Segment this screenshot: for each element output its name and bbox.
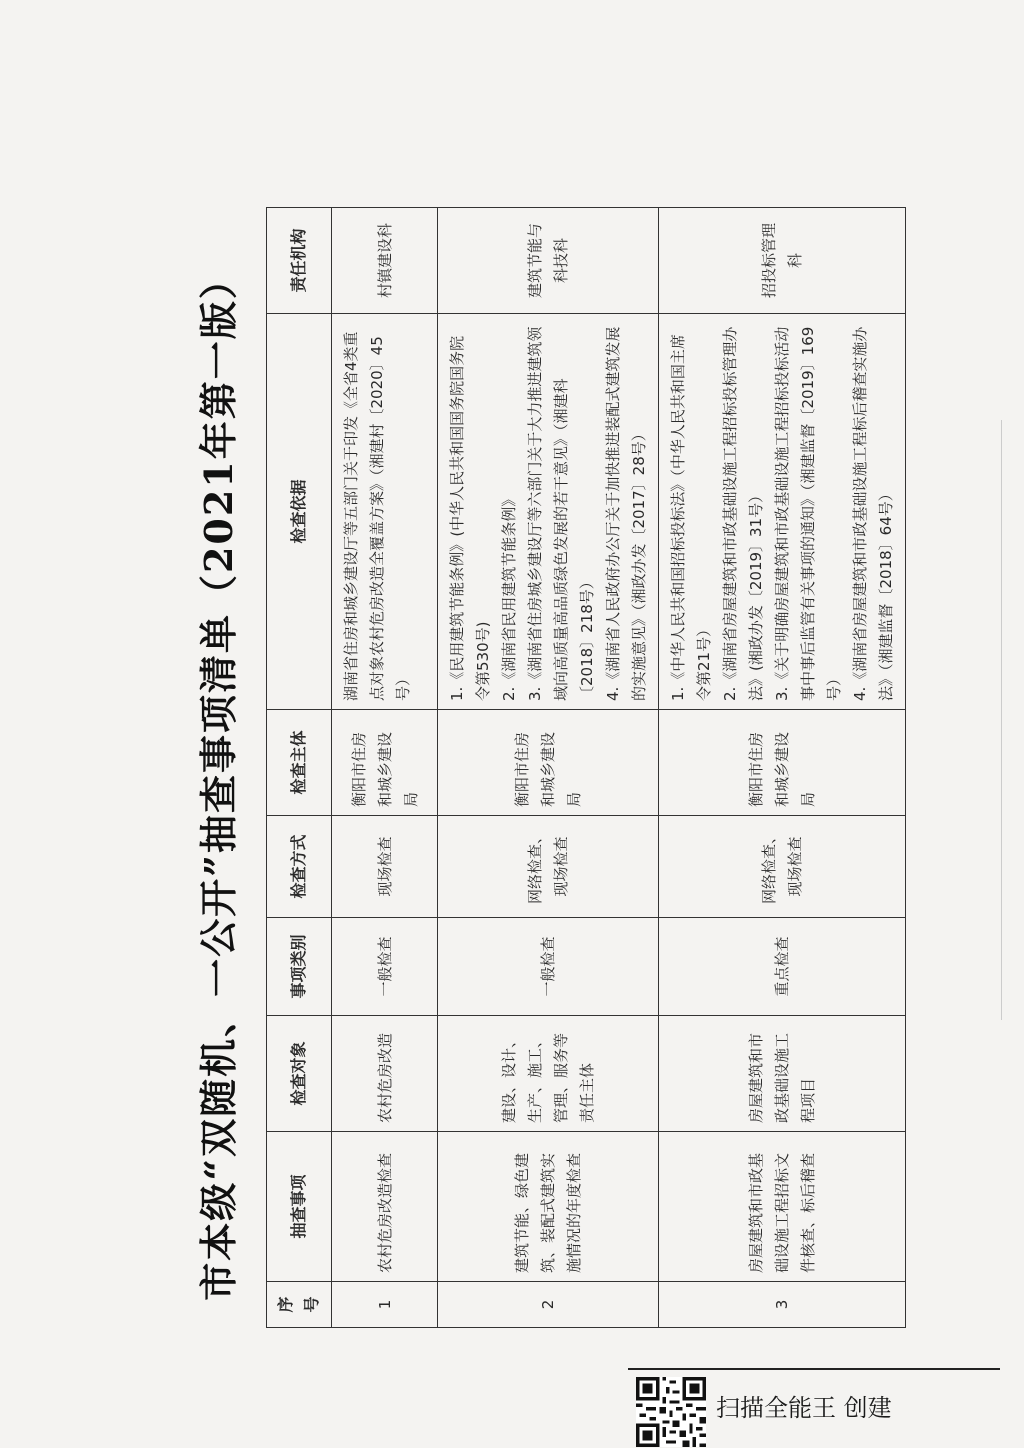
scanner-credit: 扫描全能王 创建 bbox=[716, 1394, 892, 1422]
basis-line: 2.《湖南省民用建筑节能条例》 bbox=[500, 491, 518, 701]
check-subject: 衡阳市住房和城乡建设局 bbox=[332, 710, 438, 816]
row-number: 3 bbox=[659, 1282, 906, 1328]
qr-code-icon bbox=[636, 1377, 706, 1447]
header-cell: 序号 bbox=[267, 1282, 332, 1328]
scan-edge-line bbox=[1001, 420, 1002, 1020]
check-object: 农村危房改造 bbox=[332, 1016, 438, 1132]
check-item: 房屋建筑和市政基础设施工程招标文件核查、标后稽查 bbox=[659, 1132, 906, 1282]
table-row bbox=[659, 208, 906, 1328]
check-category: 重点检查 bbox=[659, 918, 906, 1016]
check-category: 一般检查 bbox=[438, 918, 659, 1016]
check-item: 农村危房改造检查 bbox=[332, 1132, 438, 1282]
rotated-page bbox=[160, 100, 895, 1360]
header-cell: 抽查事项 bbox=[267, 1132, 332, 1282]
basis-line: 3.《关于明确房屋建筑和市政基础设施工程招标投标活动事中事后监管有关事项的通知》（湘建监督〔2019〕169号） bbox=[773, 326, 843, 701]
basis-line: 4.《湖南省房屋建筑和市政基础设施工程标后稽查实施办法》（湘建监督〔2018〕64号） bbox=[851, 326, 895, 701]
header-cell: 责任机构 bbox=[267, 208, 332, 314]
check-subject: 衡阳市住房和城乡建设局 bbox=[438, 710, 659, 816]
responsible-agency: 村镇建设科 bbox=[332, 208, 438, 314]
basis-line: 1.《民用建筑节能条例》(中华人民共和国国务院国务院令第530号) bbox=[448, 335, 492, 701]
footer-divider bbox=[628, 1368, 1000, 1370]
check-object: 建设、设计、生产、施工、管理、服务等责任主体 bbox=[438, 1016, 659, 1132]
responsible-agency: 建筑节能与科技科 bbox=[438, 208, 659, 314]
check-object: 房屋建筑和市政基础设施工程项目 bbox=[659, 1016, 906, 1132]
responsible-agency: 招投标管理科 bbox=[659, 208, 906, 314]
table-row bbox=[438, 208, 659, 1328]
header-cell: 检查方式 bbox=[267, 816, 332, 918]
check-method: 现场检查 bbox=[332, 816, 438, 918]
header-cell: 事项类别 bbox=[267, 918, 332, 1016]
check-item: 建筑节能、绿色建筑、装配式建筑实施情况的年度检查 bbox=[438, 1132, 659, 1282]
check-method: 网络检查、现场检查 bbox=[438, 816, 659, 918]
header-cell: 检查依据 bbox=[267, 314, 332, 710]
table-row bbox=[332, 208, 438, 1328]
header-cell: 检查主体 bbox=[267, 710, 332, 816]
check-category: 一般检查 bbox=[332, 918, 438, 1016]
check-subject: 衡阳市住房和城乡建设局 bbox=[659, 710, 906, 816]
check-basis bbox=[332, 314, 438, 710]
check-basis bbox=[438, 314, 659, 710]
check-basis bbox=[659, 314, 906, 710]
table-header-row bbox=[267, 208, 332, 1328]
row-number: 1 bbox=[332, 1282, 438, 1328]
check-method: 网络检查、现场检查 bbox=[659, 816, 906, 918]
basis-line: 3.《湖南省住房城乡建设厅等六部门关于大力推进建筑领域向高质量高品质绿色发展的若干意见》（湘建科〔2018〕218号） bbox=[526, 326, 596, 701]
header-cell: 检查对象 bbox=[267, 1016, 332, 1132]
row-number: 2 bbox=[438, 1282, 659, 1328]
basis-line: 2.《湖南省房屋建筑和市政基础设施工程招标投标管理办法》(湘政办发〔2019〕31号） bbox=[721, 326, 765, 701]
inspection-table bbox=[266, 207, 906, 1328]
basis-line: 1.《中华人民共和国招标投标法》（中华人民共和国主席令第21号） bbox=[669, 334, 713, 701]
basis-line: 湖南省住房和城乡建设厅等五部门关于印发《全省4类重点对象农村危房改造全覆盖方案》（湘建村〔2020〕45号） bbox=[342, 331, 412, 701]
page-title: 市本级“双随机、一公开”抽查事项清单（2021年第一版） bbox=[196, 259, 241, 1301]
basis-line: 4.《湖南省人民政府办公厅关于加快推进装配式建筑发展的实施意见》（湘政办发〔2017〕28号） bbox=[604, 326, 648, 701]
